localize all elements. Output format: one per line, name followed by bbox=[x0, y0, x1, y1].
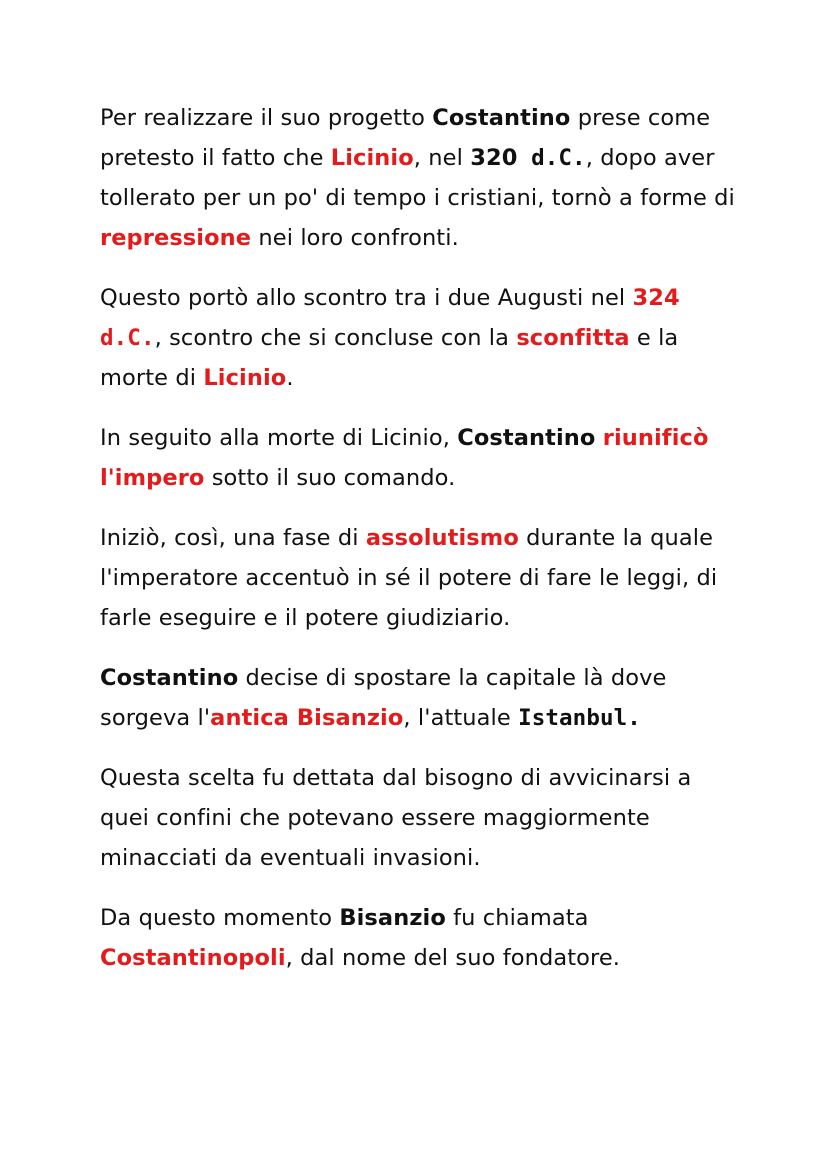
paragraph bbox=[100, 658, 740, 738]
highlight-mono: d.C. bbox=[517, 145, 586, 171]
highlight-red: antica Bisanzio bbox=[210, 705, 404, 731]
text-segment: sotto il suo comando. bbox=[204, 465, 456, 491]
highlight-bold: Bisanzio bbox=[339, 905, 446, 931]
highlight-red: assolutismo bbox=[365, 525, 519, 551]
highlight-red: 324 bbox=[632, 285, 680, 311]
highlight-red-mono: d.C. bbox=[100, 325, 155, 351]
text-segment: In seguito alla morte di Licinio, bbox=[100, 425, 458, 451]
highlight-red: repressione bbox=[100, 225, 252, 251]
text-segment: decise di spostare la capitale là dove sorgeva l' bbox=[100, 665, 667, 731]
paragraph bbox=[100, 518, 740, 638]
text-segment: , l'attuale bbox=[403, 705, 519, 731]
text-segment: durante la quale l'imperatore accentuò in sé il potere di fare le leggi, di farle eseguire e il potere giudiziario. bbox=[100, 525, 718, 631]
highlight-red: Costantinopoli bbox=[100, 945, 286, 971]
text-segment: , dopo aver tollerato per un po' di tempo i cristiani, tornò a forme di bbox=[100, 145, 735, 211]
paragraph bbox=[100, 98, 740, 258]
highlight-bold: Costantino bbox=[457, 425, 596, 451]
text-segment: prese come pretesto il fatto che bbox=[100, 105, 711, 171]
highlight-bold: Costantino bbox=[100, 665, 239, 691]
highlight-mono: Istanbul. bbox=[518, 705, 641, 731]
text-segment: e la morte di bbox=[100, 325, 679, 391]
text-segment: , dal nome del suo fondatore. bbox=[285, 945, 621, 971]
paragraph bbox=[100, 278, 740, 398]
text-segment: Iniziò, così, una fase di bbox=[100, 525, 366, 551]
text-segment bbox=[595, 425, 602, 451]
highlight-red: Licinio bbox=[330, 145, 414, 171]
highlight-bold: 320 bbox=[470, 145, 518, 171]
highlight-red: sconfitta bbox=[516, 325, 630, 351]
text-segment: fu chiamata bbox=[445, 905, 589, 931]
highlight-red: riunificò l'impero bbox=[100, 425, 709, 491]
text-segment: . bbox=[286, 365, 294, 391]
text-segment: Questo portò allo scontro tra i due Augusti nel bbox=[100, 285, 633, 311]
highlight-red: Licinio bbox=[203, 365, 287, 391]
text-segment: Questa scelta fu dettata dal bisogno di avvicinarsi a quei confini che potevano essere maggiormente minacciati da eventuali invasioni. bbox=[100, 765, 692, 871]
text-segment: Per realizzare il suo progetto bbox=[100, 105, 433, 131]
text-segment: , nel bbox=[413, 145, 471, 171]
paragraph bbox=[100, 898, 740, 978]
text-segment: Da questo momento bbox=[100, 905, 340, 931]
document-page bbox=[100, 98, 740, 998]
paragraph bbox=[100, 758, 740, 878]
text-segment: , scontro che si concluse con la bbox=[154, 325, 517, 351]
highlight-bold: Costantino bbox=[432, 105, 571, 131]
text-segment: nei loro confronti. bbox=[251, 225, 459, 251]
paragraph bbox=[100, 418, 740, 498]
